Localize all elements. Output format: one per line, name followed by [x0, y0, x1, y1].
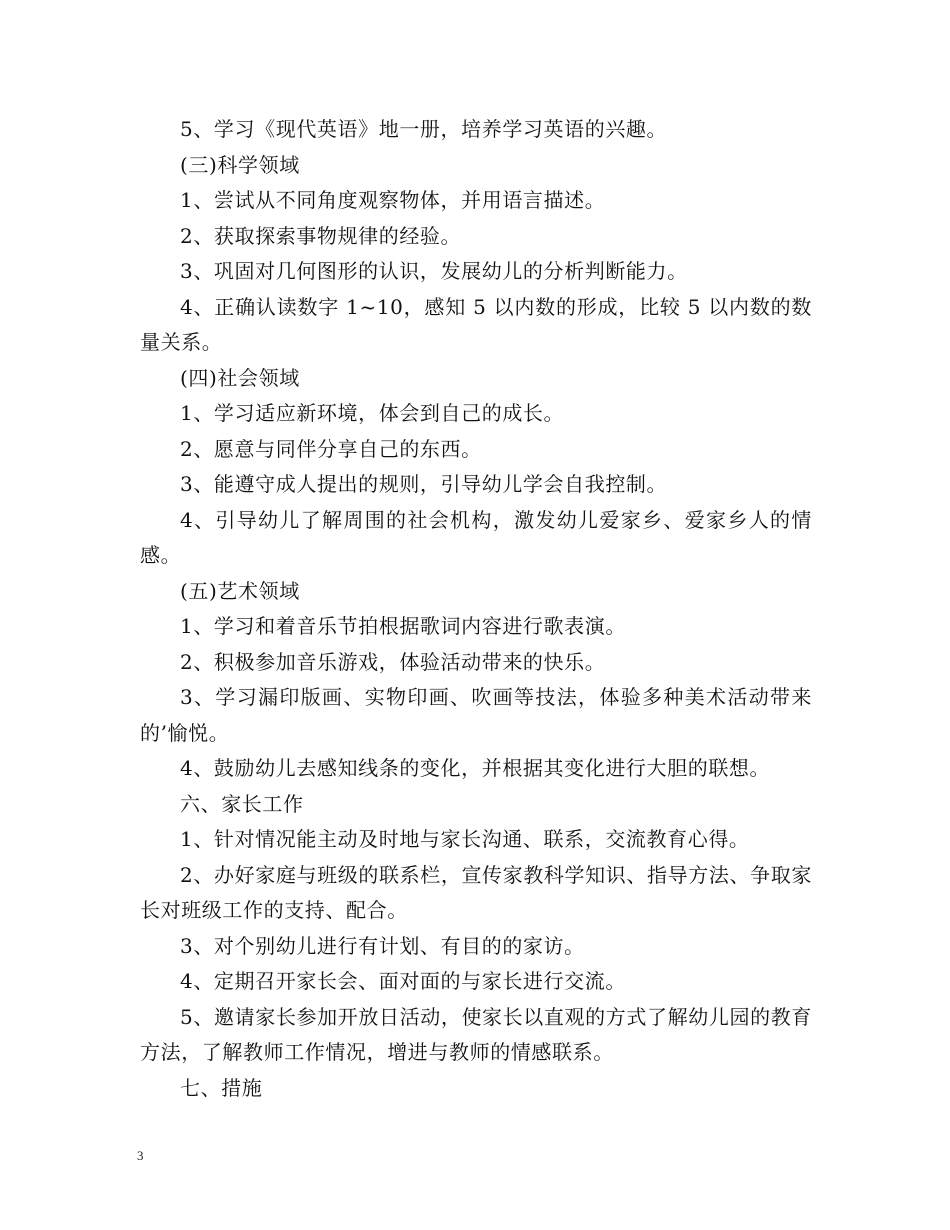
paragraph: 1、尝试从不同角度观察物体，并用语言描述。	[180, 188, 606, 212]
paragraph: 3、学习漏印版画、实物印画、吹画等技法，体验多种美术活动带来的’愉悦。	[140, 685, 812, 745]
section-heading-science: (三)科学领域	[180, 152, 300, 177]
section-heading-measures: 七、措施	[180, 1075, 263, 1100]
paragraph: 4、引导幼儿了解周围的社会机构，激发幼儿爱家乡、爱家乡人的情感。	[140, 507, 812, 567]
page-number: 3	[137, 1148, 144, 1163]
paragraph: 4、正确认读数字 1~10，感知 5 以内数的形成，比较 5 以内数的数量关系。	[140, 294, 812, 354]
paragraph: 3、巩固对几何图形的认识，发展幼儿的分析判断能力。	[180, 259, 688, 283]
paragraph: 2、愿意与同伴分享自己的东西。	[180, 436, 482, 461]
paragraph: 1、学习和着音乐节拍根据歌词内容进行歌表演。	[180, 614, 626, 638]
paragraph: 2、办好家庭与班级的联系栏，宣传家教科学知识、指导方法、争取家长对班级工作的支持、配合。	[140, 862, 812, 922]
paragraph: 1、学习适应新环境，体会到自己的成长。	[180, 401, 565, 425]
paragraph: 4、定期召开家长会、面对面的与家长进行交流。	[180, 969, 626, 993]
paragraph: 5、邀请家长参加开放日活动，使家长以直观的方式了解幼儿园的教育方法，了解教师工作情况，增进与教师的情感联系。	[140, 1004, 812, 1064]
section-heading-social: (四)社会领域	[180, 365, 300, 390]
section-heading-parent-work: 六、家长工作	[180, 791, 304, 816]
paragraph: 3、能遵守成人提出的规则，引导幼儿学会自我控制。	[180, 472, 668, 496]
paragraph: 2、获取探索事物规律的经验。	[180, 223, 462, 248]
section-heading-art: (五)艺术领域	[180, 578, 300, 603]
paragraph: 3、对个别幼儿进行有计划、有目的的家访。	[180, 933, 585, 958]
document-body	[140, 112, 812, 1106]
paragraph: 4、鼓励幼儿去感知线条的变化，并根据其变化进行大胆的联想。	[180, 756, 771, 780]
paragraph: 5、学习《现代英语》地一册，培养学习英语的兴趣。	[180, 117, 668, 141]
paragraph: 2、积极参加音乐游戏，体验活动带来的快乐。	[180, 649, 606, 674]
paragraph: 1、针对情况能主动及时地与家长沟通、联系，交流教育心得。	[180, 827, 750, 851]
